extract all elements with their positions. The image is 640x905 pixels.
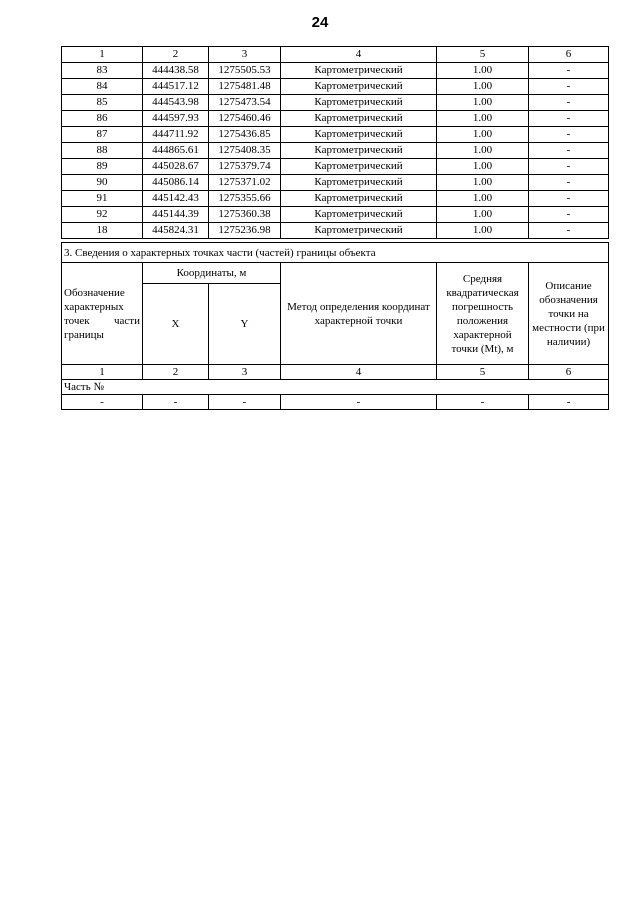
x-coordinate-cell: 444438.58 — [143, 63, 209, 79]
column-number: 6 — [529, 365, 609, 380]
table-row — [62, 159, 609, 175]
column-number: 4 — [281, 365, 437, 380]
method-cell: Картометрический — [281, 207, 437, 223]
accuracy-cell: 1.00 — [437, 191, 529, 207]
method-cell: Картометрический — [281, 175, 437, 191]
header-cell: 4 — [281, 47, 437, 63]
x-coordinate-cell: 445142.43 — [143, 191, 209, 207]
method-cell: Картометрический — [281, 63, 437, 79]
empty-cell: - — [62, 395, 143, 410]
description-cell: - — [529, 127, 609, 143]
accuracy-cell: 1.00 — [437, 111, 529, 127]
part-label: Часть № — [62, 380, 609, 395]
header-cell: 6 — [529, 47, 609, 63]
y-coordinate-cell: 1275408.35 — [209, 143, 281, 159]
x-coordinate-cell: 445028.67 — [143, 159, 209, 175]
empty-cell: - — [209, 395, 281, 410]
header-cell: 3 — [209, 47, 281, 63]
method-cell: Картометрический — [281, 143, 437, 159]
header-row-1 — [62, 263, 609, 284]
description-cell: - — [529, 223, 609, 239]
description-cell: - — [529, 207, 609, 223]
x-coordinate-cell: 444517.12 — [143, 79, 209, 95]
point-number-cell: 86 — [62, 111, 143, 127]
accuracy-cell: 1.00 — [437, 79, 529, 95]
y-coordinate-cell: 1275473.54 — [209, 95, 281, 111]
point-number-cell: 92 — [62, 207, 143, 223]
description-cell: - — [529, 95, 609, 111]
col-error: Средняя квадратическая погрешность положения характерной точки (Mt), м — [437, 263, 529, 365]
description-cell: - — [529, 63, 609, 79]
point-number-cell: 83 — [62, 63, 143, 79]
y-coordinate-cell: 1275460.46 — [209, 111, 281, 127]
description-cell: - — [529, 143, 609, 159]
coordinates-table-body — [62, 47, 609, 239]
accuracy-cell: 1.00 — [437, 207, 529, 223]
x-coordinate-cell: 445086.14 — [143, 175, 209, 191]
x-coordinate-cell: 444543.98 — [143, 95, 209, 111]
part-boundary-table — [61, 242, 609, 410]
y-coordinate-cell: 1275360.38 — [209, 207, 281, 223]
x-coordinate-cell: 444711.92 — [143, 127, 209, 143]
x-coordinate-cell: 445144.39 — [143, 207, 209, 223]
col-y: Y — [209, 284, 281, 365]
accuracy-cell: 1.00 — [437, 223, 529, 239]
accuracy-cell: 1.00 — [437, 127, 529, 143]
empty-row — [62, 395, 609, 410]
y-coordinate-cell: 1275379.74 — [209, 159, 281, 175]
column-numbers-row — [62, 365, 609, 380]
part-row — [62, 380, 609, 395]
col-designation: Обозначение характерных точек части границы — [62, 263, 143, 365]
section-title-row — [62, 243, 609, 263]
empty-cell: - — [143, 395, 209, 410]
table-row — [62, 191, 609, 207]
point-number-cell: 91 — [62, 191, 143, 207]
empty-cell: - — [529, 395, 609, 410]
accuracy-cell: 1.00 — [437, 63, 529, 79]
y-coordinate-cell: 1275505.53 — [209, 63, 281, 79]
page-number: 24 — [311, 14, 329, 31]
accuracy-cell: 1.00 — [437, 143, 529, 159]
accuracy-cell: 1.00 — [437, 95, 529, 111]
table-row — [62, 143, 609, 159]
accuracy-cell: 1.00 — [437, 175, 529, 191]
y-coordinate-cell: 1275355.66 — [209, 191, 281, 207]
point-number-cell: 90 — [62, 175, 143, 191]
col-x: X — [143, 284, 209, 365]
method-cell: Картометрический — [281, 127, 437, 143]
method-cell: Картометрический — [281, 79, 437, 95]
y-coordinate-cell: 1275436.85 — [209, 127, 281, 143]
point-number-cell: 88 — [62, 143, 143, 159]
table-row — [62, 223, 609, 239]
column-number: 5 — [437, 365, 529, 380]
table-row — [62, 111, 609, 127]
table-row — [62, 175, 609, 191]
coordinates-table — [61, 46, 609, 239]
method-cell: Картометрический — [281, 95, 437, 111]
table-row — [62, 95, 609, 111]
point-number-cell: 18 — [62, 223, 143, 239]
x-coordinate-cell: 445824.31 — [143, 223, 209, 239]
empty-cell: - — [281, 395, 437, 410]
point-number-cell: 84 — [62, 79, 143, 95]
table-row — [62, 207, 609, 223]
table-header-row — [62, 47, 609, 63]
column-number: 3 — [209, 365, 281, 380]
y-coordinate-cell: 1275236.98 — [209, 223, 281, 239]
description-cell: - — [529, 191, 609, 207]
point-number-cell: 89 — [62, 159, 143, 175]
accuracy-cell: 1.00 — [437, 159, 529, 175]
empty-cell: - — [437, 395, 529, 410]
table-row — [62, 63, 609, 79]
description-cell: - — [529, 79, 609, 95]
point-number-cell: 87 — [62, 127, 143, 143]
column-number: 1 — [62, 365, 143, 380]
header-cell: 1 — [62, 47, 143, 63]
description-cell: - — [529, 175, 609, 191]
column-number: 2 — [143, 365, 209, 380]
col-method: Метод определения координат характерной точки — [281, 263, 437, 365]
method-cell: Картометрический — [281, 159, 437, 175]
section-title: 3. Сведения о характерных точках части (частей) границы объекта — [62, 243, 609, 263]
method-cell: Картометрический — [281, 111, 437, 127]
point-number-cell: 85 — [62, 95, 143, 111]
y-coordinate-cell: 1275371.02 — [209, 175, 281, 191]
table-row — [62, 79, 609, 95]
col-coordinates: Координаты, м — [143, 263, 281, 284]
header-cell: 5 — [437, 47, 529, 63]
header-cell: 2 — [143, 47, 209, 63]
col-description: Описание обозначения точки на местности (при наличии) — [529, 263, 609, 365]
x-coordinate-cell: 444597.93 — [143, 111, 209, 127]
method-cell: Картометрический — [281, 223, 437, 239]
y-coordinate-cell: 1275481.48 — [209, 79, 281, 95]
table-row — [62, 127, 609, 143]
x-coordinate-cell: 444865.61 — [143, 143, 209, 159]
method-cell: Картометрический — [281, 191, 437, 207]
description-cell: - — [529, 159, 609, 175]
description-cell: - — [529, 111, 609, 127]
